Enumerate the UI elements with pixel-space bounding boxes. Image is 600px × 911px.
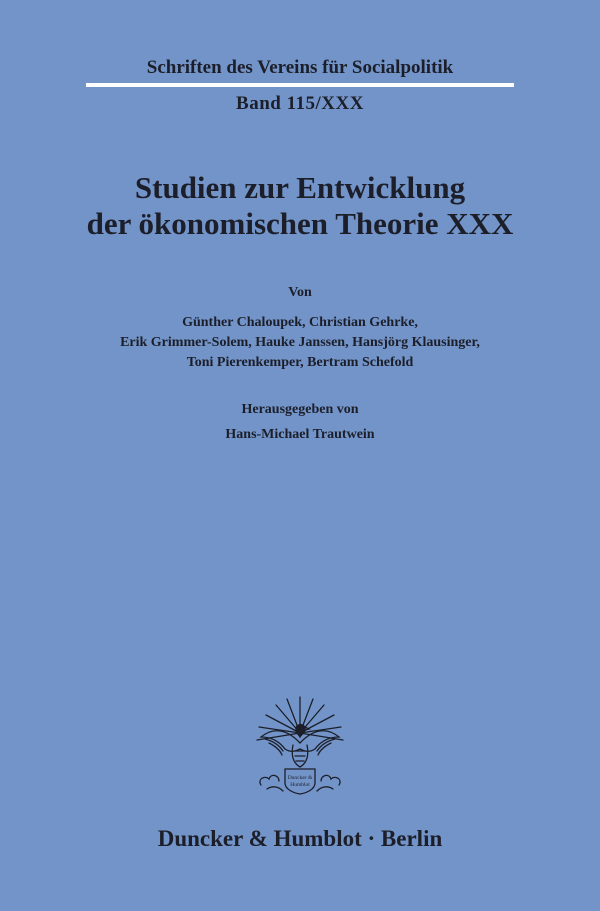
- by-label: Von: [288, 285, 312, 300]
- divider-rule: [86, 83, 514, 87]
- edited-by-label: Herausgegeben von: [241, 402, 359, 417]
- series-title: Schriften des Vereins für Socialpolitik: [146, 57, 454, 78]
- book-title: [0, 170, 600, 242]
- title-line-2: der ökonomischen Theorie XXX: [86, 206, 514, 241]
- authors-line-1: Günther Chaloupek, Christian Gehrke,: [182, 315, 418, 330]
- svg-text:Humblot: Humblot: [290, 782, 310, 788]
- authors-line-3: Toni Pierenkemper, Bertram Schefold: [186, 355, 414, 370]
- editor-name: Hans-Michael Trautwein: [225, 427, 375, 442]
- publisher-logo: [249, 693, 351, 801]
- authors-line-2: Erik Grimmer-Solem, Hauke Janssen, Hansjörg Klausinger,: [120, 335, 480, 350]
- publisher-name: Duncker & Humblot · Berlin: [157, 826, 443, 851]
- volume-number: Band 115/XXX: [236, 93, 364, 114]
- title-line-1: Studien zur Entwicklung: [134, 170, 466, 205]
- authors-list: [0, 313, 600, 373]
- svg-text:Duncker &: Duncker &: [287, 775, 313, 781]
- eagle-emblem-icon: [249, 693, 351, 801]
